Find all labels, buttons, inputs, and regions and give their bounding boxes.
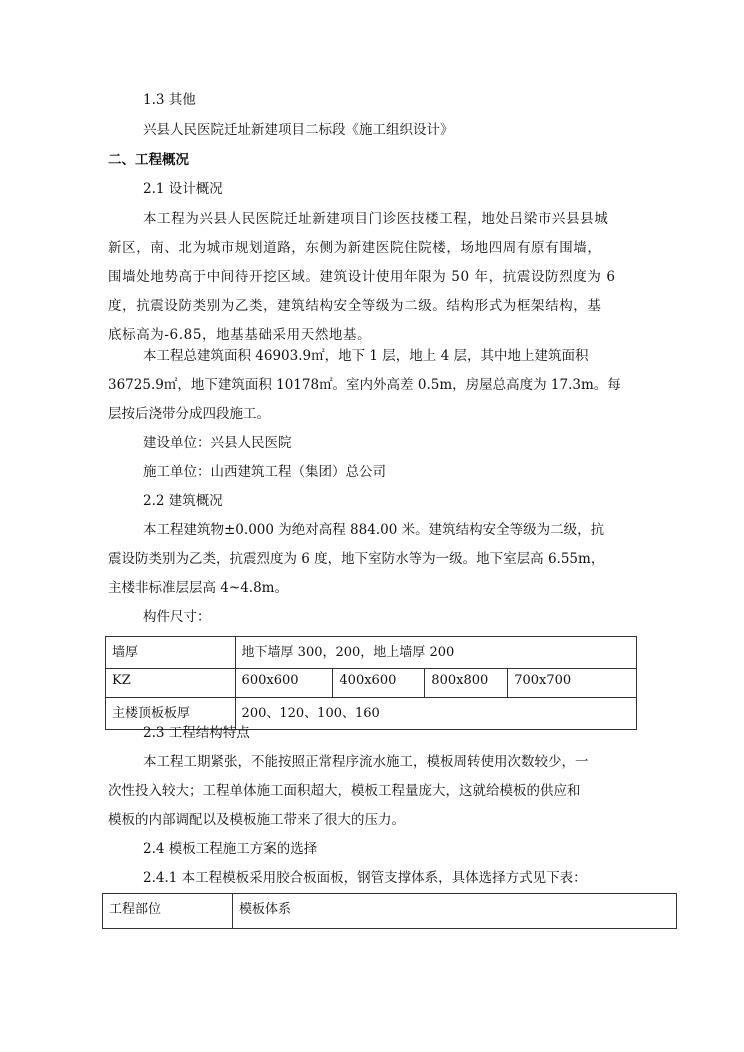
table-cell: 地下墙厚 300，200，地上墙厚 200 xyxy=(235,637,636,669)
paragraph-line: 底标高为-6.85，地基基础采用天然地基。 xyxy=(108,327,372,343)
section-1-3-text: 兴县人民医院迁址新建项目二标段《施工组织设计》 xyxy=(143,122,454,138)
chapter-2-heading: 二、工程概况 xyxy=(108,152,189,168)
paragraph-line: 次性投入较大；工程单体施工面积超大，模板工程量庞大，这就给模板的供应和 xyxy=(108,783,581,799)
paragraph-line: 本工程总建筑面积 46903.9㎡，地下 1 层，地上 4 层，其中地上建筑面积 xyxy=(143,348,589,364)
paragraph-line: 层按后浇带分成四段施工。 xyxy=(108,406,270,422)
table-cell: 主楼顶板板厚 xyxy=(106,698,236,730)
paragraph-line: 新区，南、北为城市规划道路，东侧为新建医院住院楼，场地四周有原有围墙， xyxy=(108,240,602,256)
table-row xyxy=(106,669,637,698)
section-2-1-heading: 2.1 设计概况 xyxy=(143,181,223,197)
section-2-4-1-text: 2.4.1 本工程模板采用胶合板面板，钢管支撑体系，具体选择方式见下表： xyxy=(143,870,587,886)
paragraph-line: 本工程为兴县人民医院迁址新建项目门诊医技楼工程，地处吕梁市兴县县城 xyxy=(143,211,609,227)
section-2-2-heading: 2.2 建筑概况 xyxy=(143,493,223,509)
table-header-cell: 模板体系 xyxy=(233,894,677,929)
section-2-3-heading: 2.3 工程结构特点 xyxy=(143,725,250,741)
contractor: 施工单位：山西建筑工程（集团）总公司 xyxy=(143,464,386,480)
table-cell: KZ xyxy=(106,669,236,698)
section-1-3-heading: 1.3 其他 xyxy=(143,92,196,108)
table-cell: 700x700 xyxy=(508,669,637,698)
table-row xyxy=(106,637,637,669)
paragraph-line: 本工程建筑物±0.000 为绝对高程 884.00 米。建筑结构安全等级为二级，抗 xyxy=(143,522,605,538)
table-cell: 800x800 xyxy=(425,669,508,698)
table-row xyxy=(103,894,677,929)
paragraph-line: 主楼非标准层层高 4~4.8m。 xyxy=(108,580,288,596)
section-2-4-heading: 2.4 模板工程施工方案的选择 xyxy=(143,841,318,857)
paragraph-line: 36725.9㎡，地下建筑面积 10178㎡。室内外高差 0.5m，房屋总高度为 17.3m。每 xyxy=(108,377,621,393)
paragraph-line: 模板的内部调配以及模板施工带来了很大的压力。 xyxy=(108,812,405,828)
paragraph-line: 本工程工期紧张，不能按照正常程序流水施工，模板周转使用次数较少，一 xyxy=(143,754,589,770)
paragraph-line: 震设防类别为乙类，抗震烈度为 6 度，地下室防水等为一级。地下室层高 6.55m， xyxy=(108,551,605,567)
table-cell: 200、120、100、160 xyxy=(235,698,636,730)
paragraph-line: 围墙处地势高于中间待开挖区域。建筑设计使用年限为 50 年，抗震设防烈度为 6 xyxy=(108,269,616,285)
component-size-label: 构件尺寸： xyxy=(143,609,211,625)
table-cell: 墙厚 xyxy=(106,637,236,669)
table-header-cell: 工程部位 xyxy=(103,894,233,929)
table-cell: 400x600 xyxy=(333,669,425,698)
construction-owner: 建设单位：兴县人民医院 xyxy=(143,435,292,451)
paragraph-line: 度，抗震设防类别为乙类，建筑结构安全等级为二级。结构形式为框架结构，基 xyxy=(108,298,602,314)
component-size-table xyxy=(105,636,637,730)
table-cell: 600x600 xyxy=(235,669,333,698)
formwork-table xyxy=(102,893,677,929)
